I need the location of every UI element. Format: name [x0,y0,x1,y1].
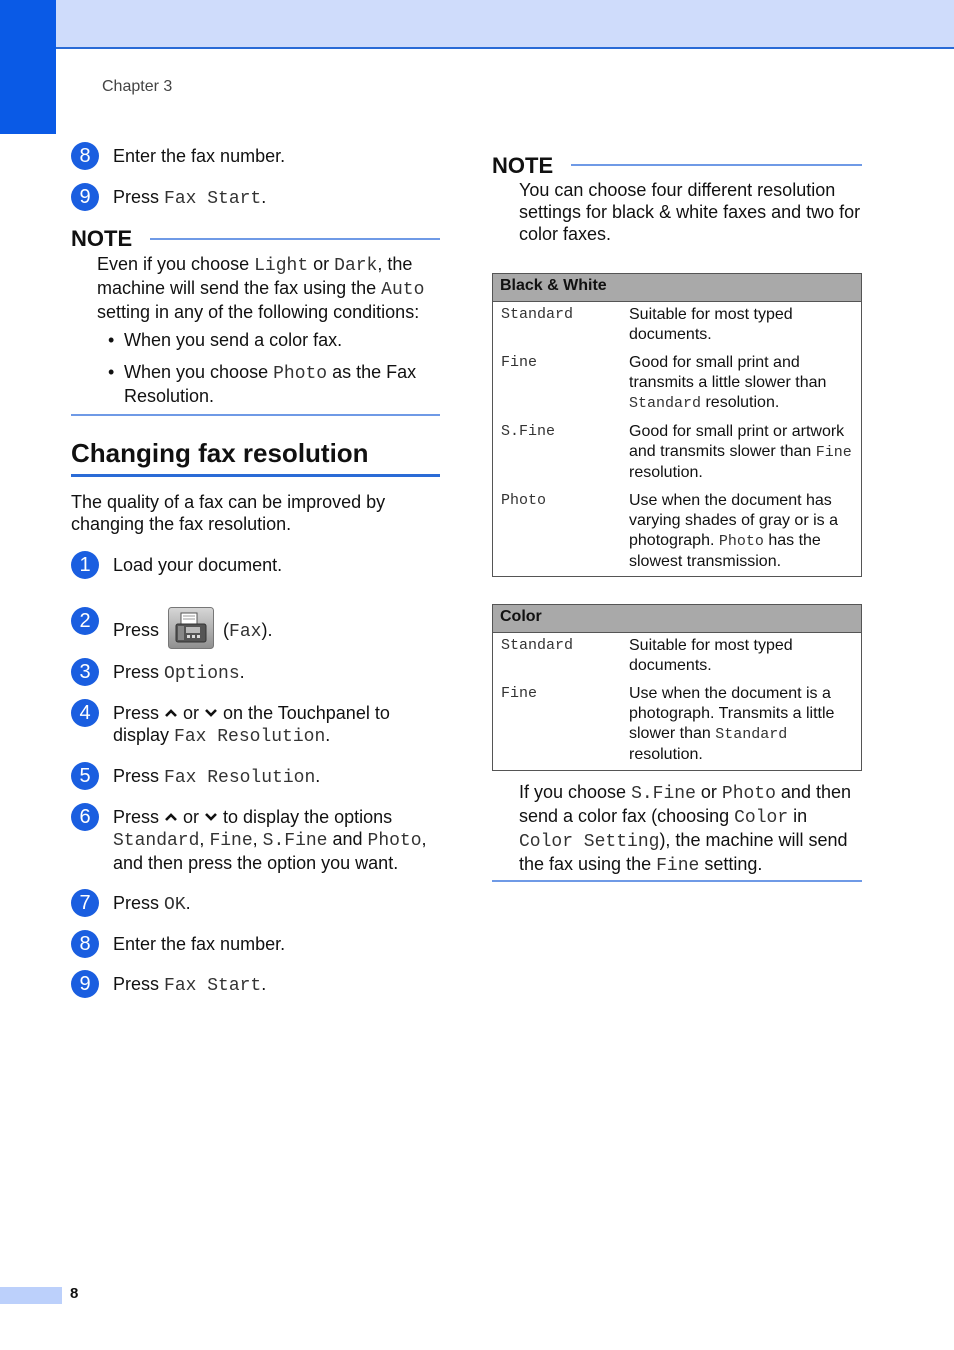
step-press-fax-start [71,973,443,997]
fax-start-key: Fax Start [164,976,262,996]
step-text: Press or to display the options Standard, Fine, S.Fine and Photo, and then press the option you want. [113,807,427,873]
page-number: 8 [70,1285,79,1302]
table-row: Standard Suitable for most typed documents. [501,306,793,343]
step-load-document [71,554,443,576]
table-row: Standard Suitable for most typed documents. [501,637,793,674]
note-rule [150,238,440,240]
chevron-down-icon [204,708,218,718]
step-number: 5 [71,762,99,790]
step-text: Press Fax Start. [113,187,267,209]
chevron-up-icon [164,708,178,718]
step-press-options [71,661,443,685]
note-bullet: • When you choose Photo as the Fax Resolution. [108,362,417,406]
step-number: 3 [71,658,99,686]
step-number: 9 [71,183,99,211]
chapter-tab [0,0,56,134]
step-number: 7 [71,889,99,917]
step-enter-fax-number [71,933,443,955]
step-number: 8 [71,142,99,170]
step-text: Enter the fax number. [113,934,286,954]
section-rule [71,474,440,477]
step-choose-option [71,806,443,874]
step-text: Press OK. [113,893,191,915]
note-bullet: • When you send a color fax. [108,330,343,350]
table-header: Color [493,605,861,633]
step-number: 4 [71,699,99,727]
table-row: Fine Good for small print and transmits a little slower than Standard resolution. [501,354,827,412]
step-scroll-fax-resolution [71,702,443,748]
section-intro: The quality of a fax can be improved by changing the fax resolution. [71,492,386,534]
chevron-up-icon [164,812,178,822]
header-band [56,0,954,49]
color-resolution-table [492,604,862,771]
note-end-rule [71,414,440,416]
step-press-fax-start [71,186,443,210]
table-row: Fine Use when the document is a photograph. Transmits a little slower than Standard resolution. [501,685,835,763]
chevron-down-icon [204,812,218,822]
note-text: Even if you choose Light or Dark, the machine will send the fax using the Auto setting in any of the following conditions: [97,254,425,322]
table-header: Black & White [493,274,861,302]
step-number: 6 [71,803,99,831]
step-number: 2 [71,607,99,635]
step-text: Press Options. [113,662,245,684]
chapter-label: Chapter 3 [102,78,173,95]
table-row: S.Fine Good for small print or artwork and transmits slower than Fine resolution. [501,423,852,481]
note-rule [571,164,862,166]
step-number: 8 [71,930,99,958]
ok-key: OK [164,895,186,915]
step-press-ok [71,892,443,916]
note-outro: If you choose S.Fine or Photo and then send a color fax (choosing Color in Color Setting), the machine will send the fax using the Fine setting. [519,782,851,876]
page-number-bar [0,1287,62,1304]
step-text: Press (Fax). [113,610,443,652]
step-press-fax-resolution [71,765,443,789]
fax-button-icon [168,607,214,649]
step-enter-fax-number [71,145,443,167]
table-row: Photo Use when the document has varying shades of gray or is a photograph. Photo has the slowest transmission. [501,492,838,570]
step-text: Press Fax Start. [113,974,267,996]
step-number: 1 [71,551,99,579]
fax-resolution-key: Fax Resolution [164,768,316,788]
note-heading: NOTE [492,153,554,178]
step-text: Press or on the Touchpanel to display Fax Resolution. [113,703,390,747]
step-text: Load your document. [113,555,283,575]
note-heading: NOTE [71,226,133,251]
fax-start-key: Fax Start [164,189,262,209]
bullet-icon: • [108,330,115,350]
note-intro: You can choose four different resolution settings for black & white faxes and two for color faxes. [519,180,861,244]
fax-key: Fax [229,621,262,642]
step-text: Enter the fax number. [113,146,286,166]
step-number: 9 [71,970,99,998]
step-press-fax [71,610,443,652]
bullet-icon: • [108,362,115,382]
black-white-resolution-table [492,273,862,577]
step-text: Press Fax Resolution. [113,766,321,788]
options-key: Options [164,664,240,684]
note-end-rule [492,880,862,882]
section-title: Changing fax resolution [71,438,369,468]
